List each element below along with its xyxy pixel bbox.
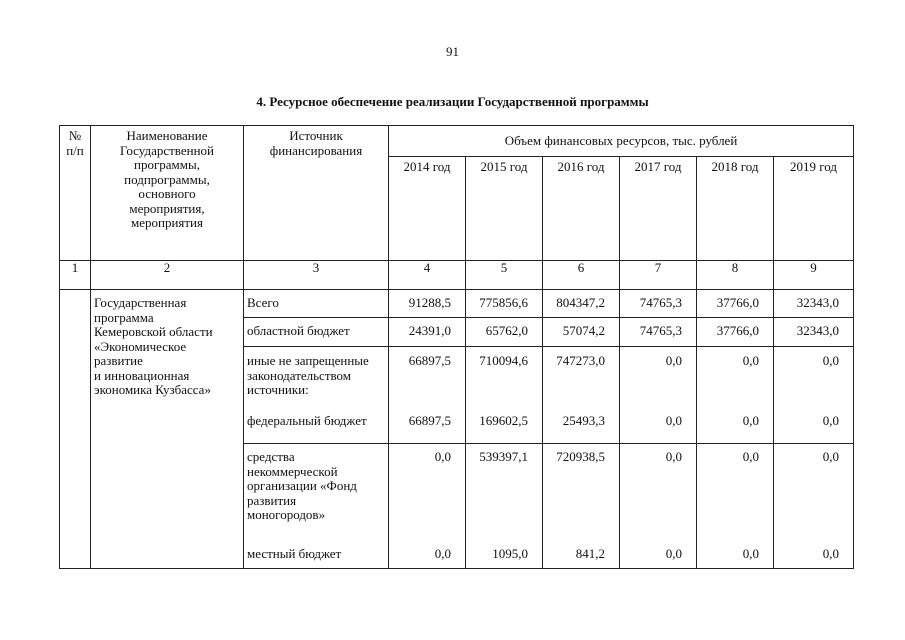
program-name: Государственная программа Кемеровской области «Экономическое развитие и инновационная экономика Кузбасса» — [91, 290, 244, 569]
value-cell: 0,0 — [774, 347, 854, 406]
value-cell: 65762,0 — [466, 318, 543, 347]
value-cell: 24391,0 — [389, 318, 466, 347]
value-cell: 0,0 — [774, 406, 854, 444]
page-number: 91 — [446, 44, 459, 59]
value-cell: 57074,2 — [543, 318, 620, 347]
value-cell: 0,0 — [620, 541, 697, 569]
value-cell: 37766,0 — [697, 290, 774, 318]
program-number — [60, 290, 91, 569]
value-cell: 66897,5 — [389, 347, 466, 406]
header-year: 2019 год — [774, 157, 854, 261]
column-number: 4 — [389, 261, 466, 290]
value-cell: 32343,0 — [774, 290, 854, 318]
value-cell: 841,2 — [543, 541, 620, 569]
value-cell: 720938,5 — [543, 444, 620, 541]
header-year: 2014 год — [389, 157, 466, 261]
value-cell: 74765,3 — [620, 318, 697, 347]
value-cell: 775856,6 — [466, 290, 543, 318]
value-cell: 0,0 — [697, 541, 774, 569]
value-cell: 0,0 — [620, 406, 697, 444]
source-cell: местный бюджет — [244, 541, 389, 569]
column-number: 3 — [244, 261, 389, 290]
header-name: Наименование Государственной программы, подпрограммы, основного мероприятия, мероприятия — [91, 126, 244, 261]
value-cell: 0,0 — [774, 541, 854, 569]
column-number: 8 — [697, 261, 774, 290]
value-cell: 0,0 — [620, 347, 697, 406]
source-cell: иные не запрещенные законодательством источники: — [244, 347, 389, 406]
value-cell: 74765,3 — [620, 290, 697, 318]
column-number: 1 — [60, 261, 91, 290]
value-cell: 0,0 — [620, 444, 697, 541]
value-cell: 804347,2 — [543, 290, 620, 318]
column-number: 6 — [543, 261, 620, 290]
source-cell: средства некоммерческой организации «Фонд развития моногородов» — [244, 444, 389, 541]
source-cell: Всего — [244, 290, 389, 318]
header-num: № п/п — [60, 126, 91, 261]
source-cell: областной бюджет — [244, 318, 389, 347]
resource-table — [59, 125, 854, 569]
value-cell: 0,0 — [389, 444, 466, 541]
header-year: 2018 год — [697, 157, 774, 261]
source-cell: федеральный бюджет — [244, 406, 389, 444]
table-row — [60, 290, 854, 318]
value-cell: 25493,3 — [543, 406, 620, 444]
value-cell: 710094,6 — [466, 347, 543, 406]
value-cell: 91288,5 — [389, 290, 466, 318]
header-year: 2017 год — [620, 157, 697, 261]
header-year: 2015 год — [466, 157, 543, 261]
value-cell: 539397,1 — [466, 444, 543, 541]
value-cell: 1095,0 — [466, 541, 543, 569]
value-cell: 66897,5 — [389, 406, 466, 444]
header-year: 2016 год — [543, 157, 620, 261]
value-cell: 0,0 — [389, 541, 466, 569]
value-cell: 32343,0 — [774, 318, 854, 347]
value-cell: 0,0 — [697, 444, 774, 541]
column-number: 5 — [466, 261, 543, 290]
section-title: 4. Ресурсное обеспечение реализации Государственной программы — [256, 94, 649, 109]
value-cell: 0,0 — [774, 444, 854, 541]
value-cell: 0,0 — [697, 347, 774, 406]
value-cell: 747273,0 — [543, 347, 620, 406]
header-volume: Объем финансовых ресурсов, тыс. рублей — [389, 126, 854, 157]
header-source: Источник финансирования — [244, 126, 389, 261]
column-number: 9 — [774, 261, 854, 290]
value-cell: 0,0 — [697, 406, 774, 444]
value-cell: 37766,0 — [697, 318, 774, 347]
value-cell: 169602,5 — [466, 406, 543, 444]
column-number: 2 — [91, 261, 244, 290]
column-number: 7 — [620, 261, 697, 290]
